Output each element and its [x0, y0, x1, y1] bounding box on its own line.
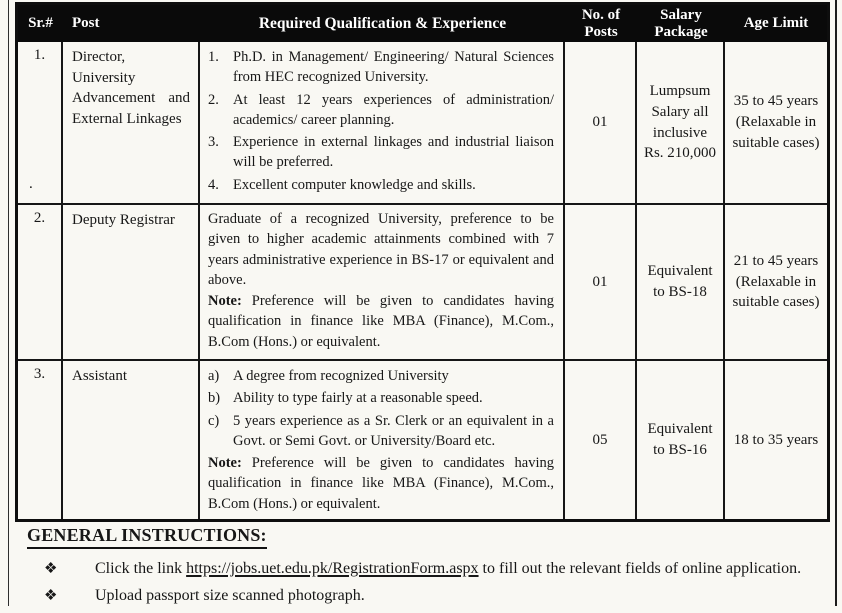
qualification-note: Note: Preference will be given to candidates having qualification in finance like MBA (Finance), M.Com., B.Com (Hons.) or equivalent. — [208, 455, 554, 512]
row-salary-package: Equivalent to BS-16 — [637, 361, 725, 519]
qualification-item — [208, 47, 554, 88]
header-no-of-posts: No. of Posts — [581, 6, 621, 40]
qualification-item — [208, 388, 554, 408]
registration-form-link: https://jobs.uet.edu.pk/RegistrationForm.aspx — [186, 560, 479, 577]
row-sr-number: 3. — [18, 361, 63, 519]
job-vacancies-table — [15, 2, 830, 522]
qualification-item-text: Ph.D. in Management/ Engineering/ Natural Sciences from HEC recognized University. — [233, 49, 554, 86]
qualification-item-text: Ability to type fairly at a reasonable speed. — [233, 390, 483, 407]
qualification-item-text: At least 12 years experiences of administration/ academics/ career planning. — [233, 91, 554, 128]
header-sr-number: Sr.# — [28, 15, 53, 32]
qualification-note: Note: Preference will be given to candidates having qualification in finance like MBA (Finance), M.Com., B.Com (Hons.) or equivalent. — [208, 293, 554, 350]
diamond-bullet-icon: ❖ — [44, 561, 58, 577]
row-qualification — [200, 42, 565, 203]
instruction-item — [27, 586, 822, 606]
row-qualification — [200, 205, 565, 359]
row-qualification — [200, 361, 565, 519]
qualification-item-text: Excellent computer knowledge and skills. — [233, 176, 476, 193]
qualification-item — [208, 175, 554, 195]
qualification-item-marker: c) — [208, 412, 220, 429]
table-row — [18, 361, 827, 519]
table-row — [18, 42, 827, 205]
row-age-limit: 21 to 45 years (Relaxable in suitable cases) — [732, 252, 820, 311]
header-qualification: Required Qualification & Experience — [258, 14, 507, 32]
row-salary-package: Lumpsum Salary all inclusive Rs. 210,000 — [637, 42, 725, 203]
row-sr-number: 1. . — [18, 42, 63, 203]
row-age-limit: 18 to 35 years — [733, 431, 819, 448]
qualification-paragraph: Graduate of a recognized University, preference to be given to higher academic attainments combined with 7 years administrative experience in BS-17 or equivalent and above. — [208, 211, 554, 288]
instruction-item — [27, 559, 822, 579]
qualification-item-marker: 1. — [208, 49, 219, 65]
note-label: Note: — [208, 455, 242, 472]
note-label: Note: — [208, 293, 242, 310]
qualification-item-marker: 3. — [208, 134, 219, 151]
table-header-row — [18, 5, 827, 42]
row-no-of-posts: 05 — [565, 361, 637, 519]
instructions-list — [27, 559, 822, 606]
diamond-bullet-icon: ❖ — [44, 588, 58, 604]
qualification-item — [208, 90, 554, 131]
instructions-heading: GENERAL INSTRUCTIONS: — [27, 525, 267, 549]
row-no-of-posts: 01 — [565, 42, 637, 203]
instruction-text: Upload passport size scanned photograph. — [95, 587, 365, 604]
qualification-item-marker: 4. — [208, 176, 219, 193]
qualification-item-marker: b) — [208, 390, 221, 407]
row-no-of-posts: 01 — [565, 205, 637, 359]
header-age-limit: Age Limit — [743, 15, 809, 32]
qualification-item — [208, 132, 554, 173]
row-salary-package: Equivalent to BS-18 — [637, 205, 725, 359]
row-sr-number: 2. — [18, 205, 63, 359]
table-body — [18, 42, 827, 519]
qualification-item — [208, 411, 554, 452]
qualification-item-text: Experience in external linkages and industrial liaison will be preferred. — [233, 134, 554, 171]
row-post-title: Deputy Registrar — [63, 205, 200, 359]
qualification-item-marker: a) — [208, 368, 220, 384]
instruction-text: Click the link https://jobs.uet.edu.pk/RegistrationForm.aspx to fill out the relevant fields of online application. — [95, 560, 802, 577]
qualification-item-marker: 2. — [208, 91, 219, 108]
row-post-title: Assistant — [63, 361, 200, 519]
row-post-title: Director, University Advancement and External Linkages — [63, 42, 200, 203]
header-post: Post — [72, 15, 100, 32]
table-row — [18, 205, 827, 361]
qualification-item-text: A degree from recognized University — [233, 368, 449, 384]
qualification-item — [208, 366, 554, 386]
header-salary-package: Salary Package — [654, 6, 708, 40]
qualification-item-text: 5 years experience as a Sr. Clerk or an equivalent in a Govt. or Semi Govt. or University/Board etc. — [233, 412, 554, 449]
row-age-limit: 35 to 45 years (Relaxable in suitable cases) — [732, 93, 820, 151]
